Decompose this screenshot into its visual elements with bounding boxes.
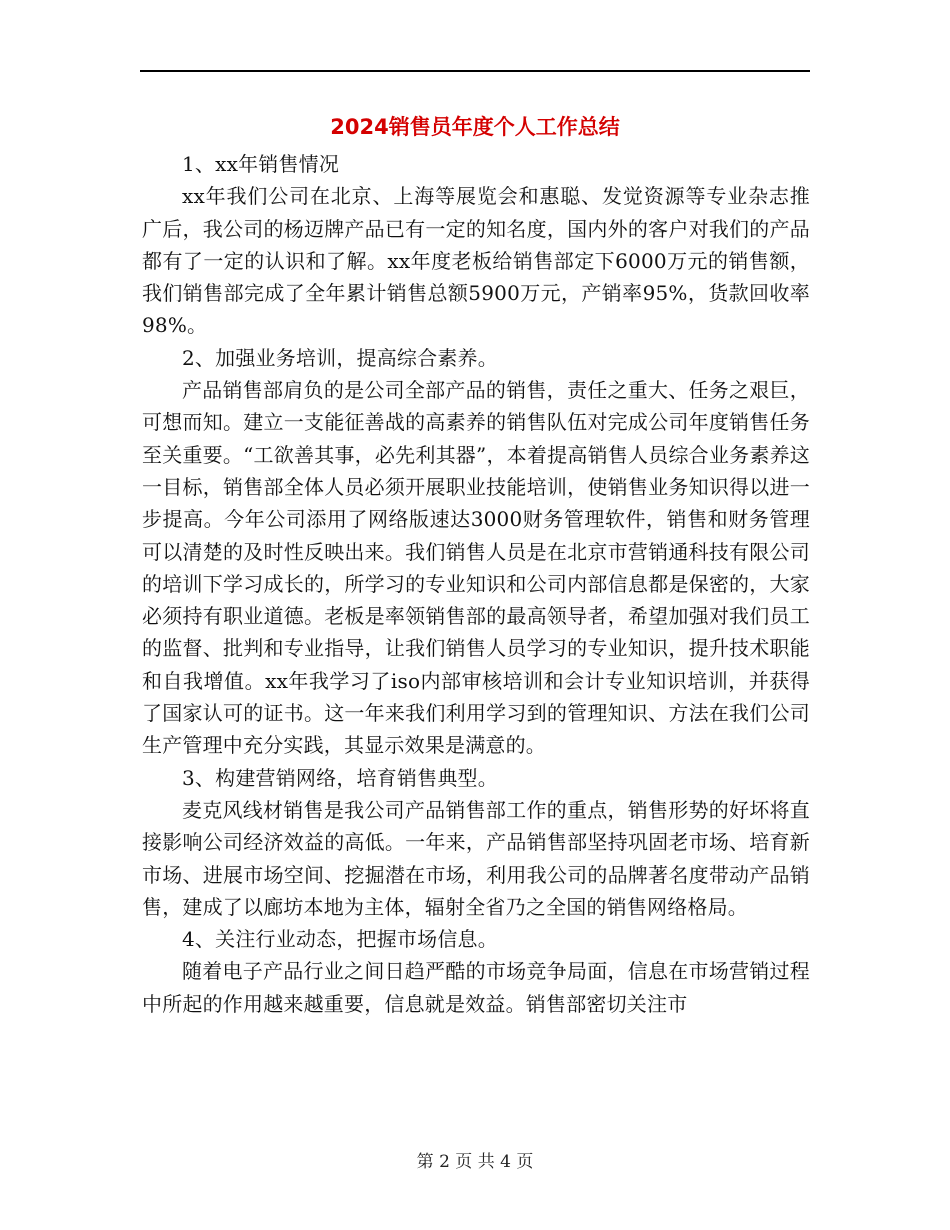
- section-heading-4: 4、关注行业动态，把握市场信息。: [182, 927, 498, 952]
- section-heading-1: 1、xx年销售情况: [182, 152, 340, 176]
- document-body: [142, 148, 810, 1020]
- header-rule: [140, 70, 810, 72]
- page-number-footer: 第 2 页 共 4 页: [416, 1152, 534, 1172]
- document-title: 2024销售员年度个人工作总结: [330, 115, 620, 139]
- paragraph-sales-overview: xx年我们公司在北京、上海等展览会和惠聪、发觉资源等专业杂志推广后，我公司的杨迈牌产品已有一定的知名度，国内外的客户对我们的产品都有了一定的认识和了解。xx年度老板给销售部定下6000万元的销售额，我们销售部完成了全年累计销售总额5900万元，产销率95%，货款回收率 98%。: [142, 184, 810, 338]
- section-heading-2: 2、加强业务培训，提高综合素养。: [182, 345, 498, 370]
- section-heading-3: 3、构建营销网络，培育销售典型。: [182, 765, 498, 790]
- paragraph-training: 产品销售部肩负的是公司全部产品的销售，责任之重大、任务之艰巨，可想而知。建立一支能征善战的高素养的销售队伍对完成公司年度销售任务至关重要。“工欲善其事，必先利其器”，本着提高销售人员综合业务素养这一目标，销售部全体人员必须开展职业技能培训，使销售业务知识得以进一步提高。今年公司添用了网络版速达3000财务管理软件，销售和财务管理可以清楚的及时性反映出来。我们销售人员是在北京市营销通科技有限公司的培训下学习成长的，所学习的专业知识和公司内部信息都是保密的，大家必须持有职业道德。老板是率领销售部的最高领导者，希望加强对我们员工的监督、批判和专业指导，让我们销售人员学习的专业知识，提升技术职能和自我增值。xx年我学习了iso内部审核培训和会计专业知识培训，并获得了国家认可的证书。这一年来我们利用学习到的管理知识、方法在我们公司生产管理中充分实践，其显示效果是满意的。: [142, 378, 810, 758]
- paragraph-market-info: 随着电子产品行业之间日趋严酷的市场竞争局面，信息在市场营销过程中所起的作用越来越重要，信息就是效益。销售部密切关注市: [142, 959, 810, 1016]
- paragraph-network: 麦克风线材销售是我公司产品销售部工作的重点，销售形势的好坏将直接影响公司经济效益的高低。一年来，产品销售部坚持巩固老市场、培育新市场、进展市场空间、挖掘潜在市场，利用我公司的品牌著名度带动产品销售，建成了以廊坊本地为主体，辐射全省乃之全国的销售网络格局。: [142, 797, 810, 919]
